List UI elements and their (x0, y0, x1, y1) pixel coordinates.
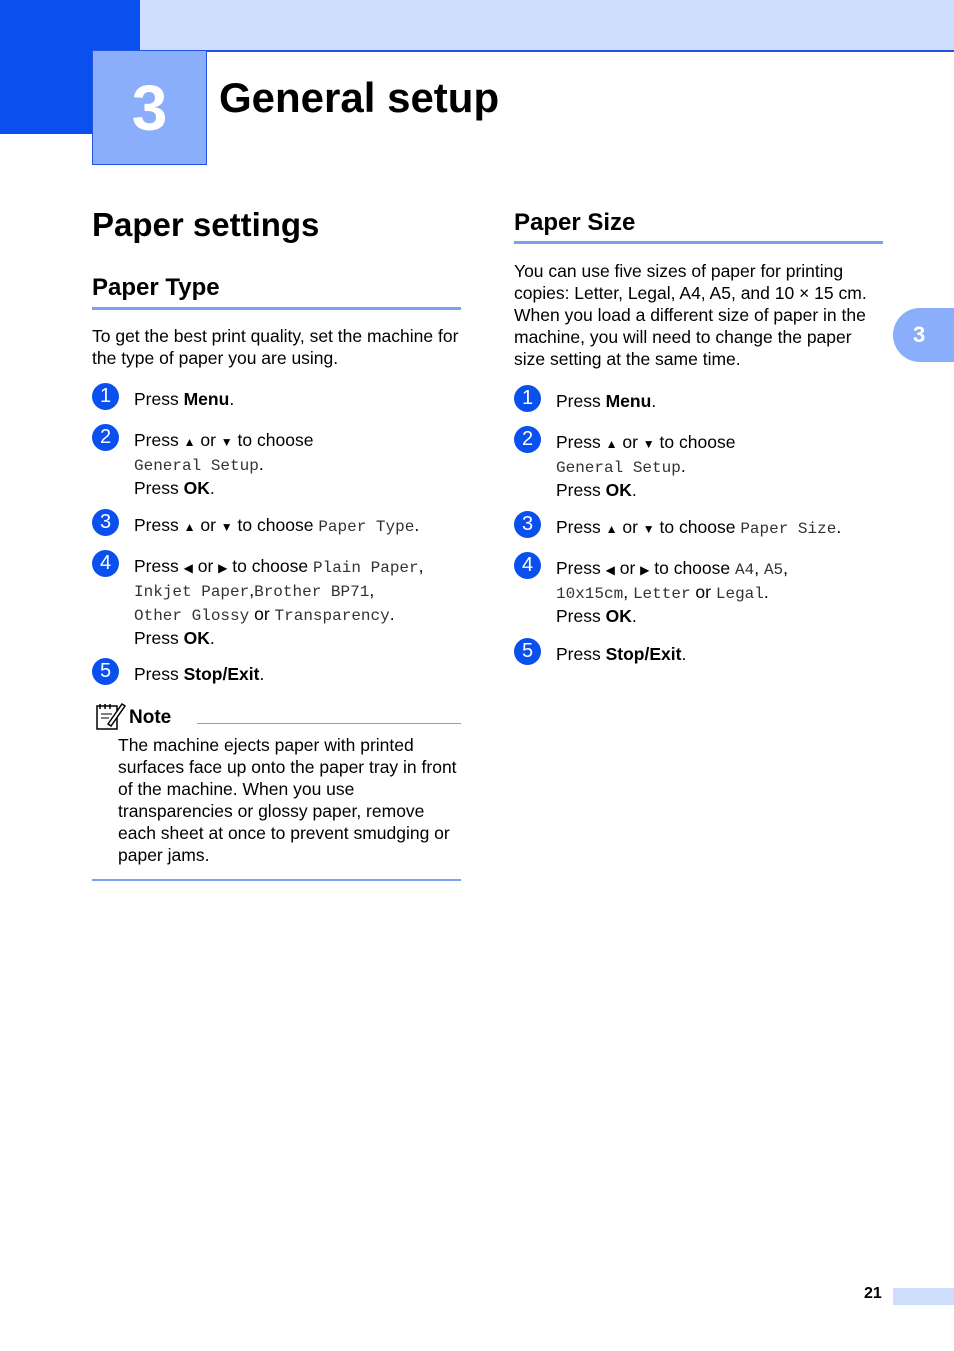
left-step-1 (134, 388, 461, 410)
subsection-title-paper-type: Paper Type (92, 274, 220, 301)
menu-option: Inkjet Paper (134, 583, 250, 601)
menu-option: 10x15cm (556, 585, 624, 603)
menu-option: Paper Size (740, 520, 837, 538)
step-number: 5 (92, 658, 119, 685)
up-arrow-icon: ▲ (605, 522, 618, 536)
step-text: Press (556, 644, 606, 664)
menu-option: Paper Type (318, 518, 415, 536)
step-text: or (690, 582, 716, 602)
step-text: . (209, 628, 215, 648)
step-text: or (614, 558, 641, 578)
step-text: to choose (649, 558, 735, 578)
step-text: , (754, 558, 764, 578)
step-text: Press (556, 606, 606, 626)
step-number: 1 (514, 385, 541, 412)
step-number: 3 (514, 511, 541, 538)
step-text: Press (556, 432, 606, 452)
step-text: Press (556, 480, 606, 500)
step-text: , (369, 580, 375, 600)
step-text: Press (134, 556, 184, 576)
down-arrow-icon: ▼ (642, 437, 655, 451)
step-number: 5 (514, 638, 541, 665)
step-text: Press (556, 391, 606, 411)
step-text: Press (134, 664, 184, 684)
up-arrow-icon: ▲ (183, 435, 196, 449)
right-arrow-icon: ▶ (640, 563, 650, 577)
key-ok: OK (183, 478, 210, 498)
left-step-5 (134, 663, 461, 685)
step-text: or (195, 430, 221, 450)
step-text: . (763, 582, 769, 602)
step-text: . (631, 606, 637, 626)
page-number: 21 (864, 1285, 882, 1302)
note-text: The machine ejects paper with printed surfaces face up onto the paper tray in front of the machine. When you use transparencies or glossy paper, remove each sheet at once to prevent smudging or paper jams. (118, 735, 457, 865)
key-menu: Menu (183, 389, 230, 409)
chapter-number: 3 (92, 50, 207, 165)
step-number: 2 (514, 426, 541, 453)
step-text: , (623, 582, 633, 602)
step-text: to choose (232, 515, 319, 535)
step-text: . (680, 456, 686, 476)
heading-rule (514, 241, 883, 244)
step-text: to choose (227, 556, 313, 576)
menu-option: A5 (763, 561, 784, 579)
step-text: , (249, 580, 255, 600)
right-arrow-icon: ▶ (218, 561, 228, 575)
step-text: Press (134, 478, 184, 498)
step-text: , (783, 558, 789, 578)
step-text: . (836, 517, 842, 537)
key-ok: OK (605, 480, 632, 500)
step-text: Press (134, 430, 184, 450)
step-text: or (617, 432, 643, 452)
paper-type-intro: To get the best print quality, set the machine for the type of paper you are using. (92, 326, 459, 368)
side-chapter-tab (893, 308, 954, 362)
right-step-2 (556, 431, 883, 501)
menu-option: Other Glossy (134, 607, 250, 625)
step-text: Press (134, 515, 184, 535)
header-band (0, 0, 954, 52)
menu-option: General Setup (556, 459, 681, 477)
menu-option: Plain Paper (313, 559, 419, 577)
step-text: to choose (654, 517, 741, 537)
down-arrow-icon: ▼ (220, 520, 233, 534)
key-ok: OK (605, 606, 632, 626)
left-arrow-icon: ◀ (605, 563, 615, 577)
step-text: to choose (654, 432, 736, 452)
step-text: or (617, 517, 643, 537)
menu-option: Legal (715, 585, 764, 603)
up-arrow-icon: ▲ (183, 520, 196, 534)
left-step-2 (134, 429, 461, 499)
chapter-title: General setup (219, 74, 500, 121)
paper-size-intro: You can use five sizes of paper for printing copies: Letter, Legal, A4, A5, and 10 × 15 cm. When you load a different size of paper in the machine, you will need to change the paper size setting at the same time. (514, 261, 867, 369)
up-arrow-icon: ▲ (605, 437, 618, 451)
menu-option: Transparency (274, 607, 390, 625)
step-text: . (651, 391, 657, 411)
step-text: . (259, 664, 265, 684)
key-ok: OK (183, 628, 210, 648)
down-arrow-icon: ▼ (220, 435, 233, 449)
step-number: 2 (92, 424, 119, 451)
step-text: . (681, 644, 687, 664)
side-tab-label: 3 (913, 322, 926, 347)
note-label: Note (129, 707, 172, 728)
menu-option: Brother BP71 (254, 583, 370, 601)
note-bottom-rule (92, 879, 461, 881)
key-stop-exit: Stop/Exit (605, 644, 682, 664)
subsection-title-paper-size: Paper Size (514, 209, 636, 236)
key-stop-exit: Stop/Exit (183, 664, 260, 684)
step-number: 4 (514, 552, 541, 579)
note-pencil-icon (94, 700, 126, 732)
step-text: . (389, 604, 395, 624)
left-step-4 (134, 555, 461, 649)
step-text: or (249, 604, 275, 624)
page-footer-bar (893, 1288, 954, 1305)
menu-option: A4 (735, 561, 755, 579)
step-text: . (258, 454, 264, 474)
left-step-3 (134, 514, 461, 538)
step-text: . (229, 389, 235, 409)
step-text: or (192, 556, 219, 576)
right-step-5 (556, 643, 883, 665)
step-text: or (195, 515, 221, 535)
step-text: . (631, 480, 637, 500)
step-number: 3 (92, 509, 119, 536)
step-text: Press (134, 628, 184, 648)
heading-rule (92, 307, 461, 310)
step-number: 1 (92, 383, 119, 410)
step-text: Press (556, 517, 606, 537)
right-step-4 (556, 557, 883, 627)
section-title-paper-settings: Paper settings (92, 206, 320, 243)
step-text: , (418, 556, 424, 576)
right-step-1 (556, 390, 883, 412)
menu-option: Letter (632, 585, 691, 603)
step-text: . (414, 515, 420, 535)
step-text: to choose (232, 430, 314, 450)
right-step-3 (556, 516, 883, 540)
step-number: 4 (92, 550, 119, 577)
left-arrow-icon: ◀ (183, 561, 193, 575)
step-text: Press (134, 389, 184, 409)
key-menu: Menu (605, 391, 652, 411)
down-arrow-icon: ▼ (642, 522, 655, 536)
step-text: . (209, 478, 215, 498)
step-text: Press (556, 558, 606, 578)
note-divider (197, 723, 461, 724)
menu-option: General Setup (134, 457, 259, 475)
